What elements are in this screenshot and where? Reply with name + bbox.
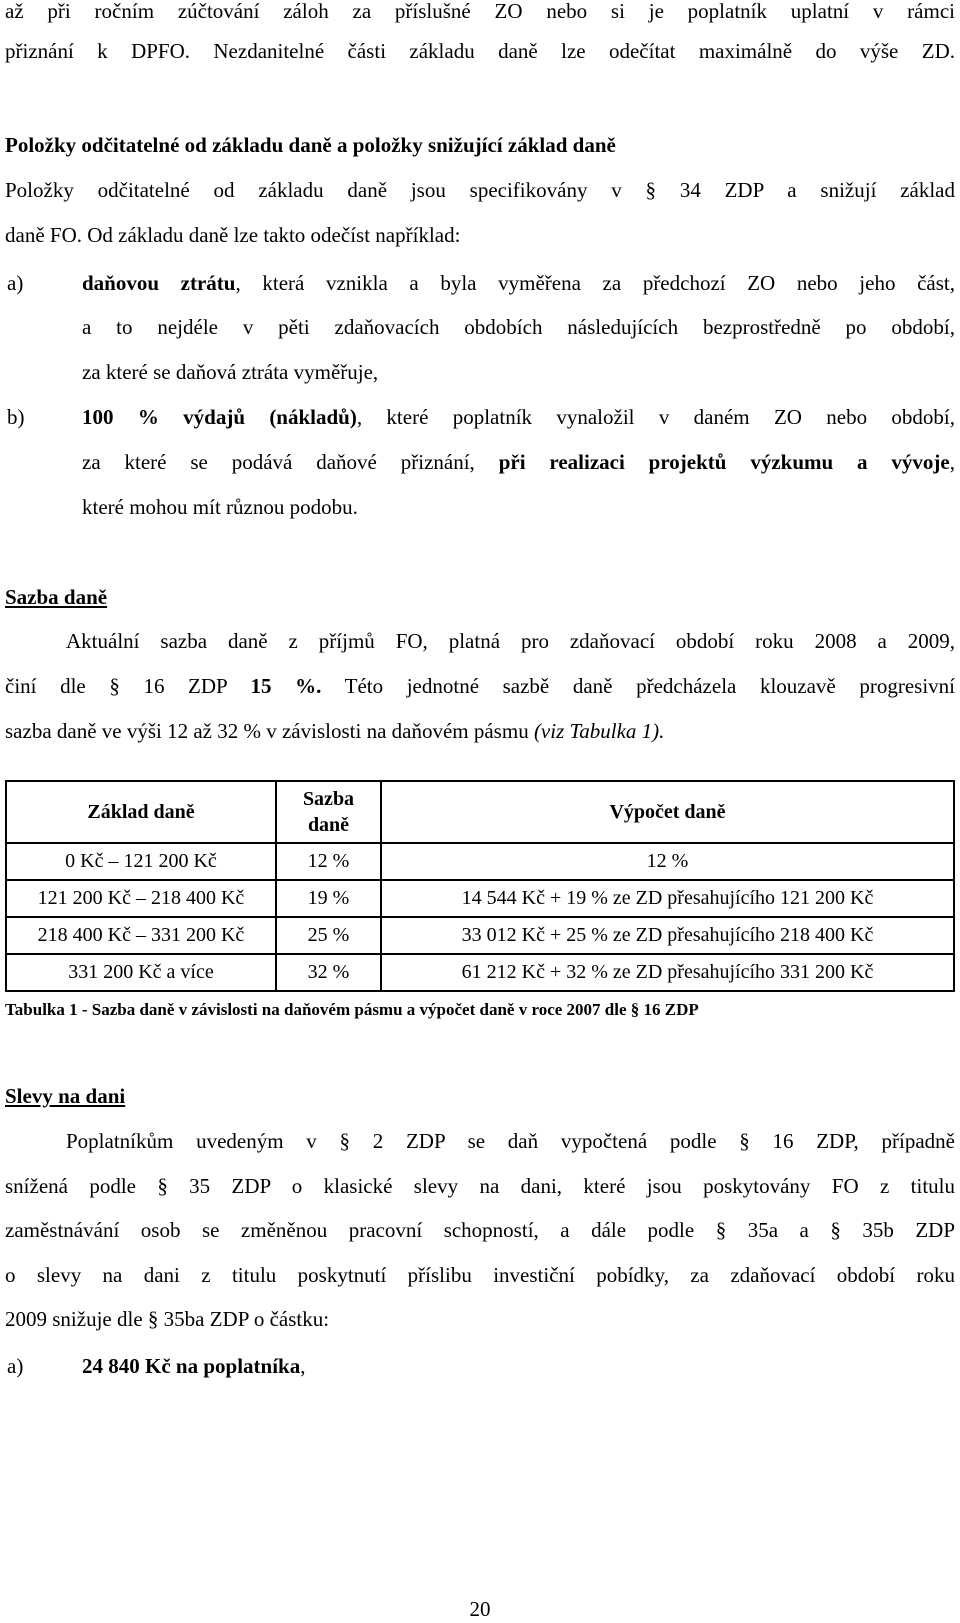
list-item-b-line2-post: , bbox=[949, 450, 955, 474]
section3-line-5: 2009 snižuje dle § 35ba ZDP o částku: bbox=[5, 1307, 330, 1331]
section3-line-2: snížená podle § 35 ZDP o klasické slevy na dani, které jsou poskytovány FO z titulu bbox=[5, 1174, 955, 1198]
table-cell: 12 % bbox=[381, 843, 954, 880]
table-header-rate: Sazba daně bbox=[276, 781, 381, 843]
list-item-b-line-3: které mohou mít různou podobu. bbox=[82, 495, 358, 519]
list-item-b-line2-bold: při realizaci projektů výzkumu a vývoje bbox=[498, 450, 950, 474]
section1-line-1: Položky odčitatelné od základu daně jsou specifikovány v § 34 ZDP a snižují základ bbox=[5, 178, 955, 202]
list-marker-b: b) bbox=[7, 405, 25, 429]
table-cell: 12 % bbox=[276, 843, 381, 880]
section3-line-1: Poplatníkům uvedeným v § 2 ZDP se daň vypočtená podle § 16 ZDP, případně bbox=[66, 1129, 955, 1153]
list-item-b-line-1 bbox=[82, 404, 955, 430]
tax-rate-table bbox=[5, 780, 955, 992]
section3-line-4: o slevy na dani z titulu poskytnutí příslibu investiční pobídky, za zdaňovací období roku bbox=[5, 1263, 955, 1287]
section2-line3-italic: (viz Tabulka 1). bbox=[533, 719, 665, 743]
table-cell: 331 200 Kč a více bbox=[6, 954, 276, 991]
section2-line2-post: Této jednotné sazbě daně předcházela klouzavě progresivní bbox=[321, 674, 956, 698]
table-cell: 218 400 Kč – 331 200 Kč bbox=[6, 917, 276, 954]
table-cell: 61 212 Kč + 32 % ze ZD přesahujícího 331 200 Kč bbox=[381, 954, 954, 991]
table-cell: 33 012 Kč + 25 % ze ZD přesahujícího 218 400 Kč bbox=[381, 917, 954, 954]
list-item-a-line-2: a to nejdéle v pěti zdaňovacích obdobích následujících bezprostředně po období, bbox=[82, 315, 955, 339]
table-row bbox=[6, 843, 954, 880]
section2-line3-pre: sazba daně ve výši 12 až 32 % v závislosti na daňovém pásmu bbox=[5, 719, 534, 743]
list-item-b-bold: 100 % výdajů (nákladů) bbox=[82, 405, 357, 429]
table-cell: 25 % bbox=[276, 917, 381, 954]
section-heading-deductions: Položky odčitatelné od základu daně a položky snižující základ daně bbox=[5, 133, 616, 157]
list-item-b-line-2 bbox=[82, 449, 955, 475]
table-row bbox=[6, 954, 954, 991]
list-item-a-bold: daňovou ztrátu bbox=[82, 271, 236, 295]
list-item-credit-a bbox=[82, 1353, 955, 1379]
list-item-b-line2-pre: za které se podává daňové přiznání, bbox=[82, 450, 499, 474]
section2-line-3 bbox=[5, 718, 955, 744]
section2-line2-bold: 15 %. bbox=[250, 674, 322, 698]
page-number: 20 bbox=[469, 1597, 491, 1621]
table-row bbox=[6, 917, 954, 954]
section1-line-2: daně FO. Od základu daně lze takto odečíst například: bbox=[5, 223, 461, 247]
section3-line-3: zaměstnávání osob se změněnou pracovní schopností, a dále podle § 35a a § 35b ZDP bbox=[5, 1218, 955, 1242]
list-item-a-line-1 bbox=[82, 270, 955, 296]
table-header-row bbox=[6, 781, 954, 843]
list-marker-credit-a: a) bbox=[7, 1354, 24, 1378]
table-cell: 0 Kč – 121 200 Kč bbox=[6, 843, 276, 880]
intro-line-2: přiznání k DPFO. Nezdanitelné části základu daně lze odečítat maximálně do výše ZD. bbox=[5, 39, 955, 63]
table-caption: Tabulka 1 - Sazba daně v závislosti na daňovém pásmu a výpočet daně v roce 2007 dle § 16 ZDP bbox=[5, 1000, 699, 1019]
section-heading-tax-rate: Sazba daně bbox=[5, 585, 108, 609]
table-cell: 19 % bbox=[276, 880, 381, 917]
table-cell: 121 200 Kč – 218 400 Kč bbox=[6, 880, 276, 917]
list-item-credit-a-bold: 24 840 Kč na poplatníka bbox=[82, 1354, 301, 1378]
list-marker-a: a) bbox=[7, 271, 24, 295]
section2-line2-pre: činí dle § 16 ZDP bbox=[5, 674, 251, 698]
list-item-a-line-3: za které se daňová ztráta vyměřuje, bbox=[82, 360, 379, 384]
section2-line-1: Aktuální sazba daně z příjmů FO, platná pro zdaňovací období roku 2008 a 2009, bbox=[66, 629, 955, 653]
list-item-b-rest: , které poplatník vynaložil v daném ZO nebo období, bbox=[356, 405, 955, 429]
intro-line-1: až při ročním zúčtování záloh za příslušné ZO nebo si je poplatník uplatní v rámci bbox=[5, 0, 955, 23]
table-header-base: Základ daně bbox=[6, 781, 276, 843]
table-cell: 14 544 Kč + 19 % ze ZD přesahujícího 121 200 Kč bbox=[381, 880, 954, 917]
table-row bbox=[6, 880, 954, 917]
section-heading-tax-credits: Slevy na dani bbox=[5, 1084, 126, 1108]
list-item-credit-a-post: , bbox=[300, 1354, 306, 1378]
table-header-calc: Výpočet daně bbox=[381, 781, 954, 843]
section2-line-2 bbox=[5, 673, 955, 699]
list-item-a-rest: , která vznikla a byla vyměřena za předchozí ZO nebo jeho část, bbox=[235, 271, 955, 295]
table-cell: 32 % bbox=[276, 954, 381, 991]
